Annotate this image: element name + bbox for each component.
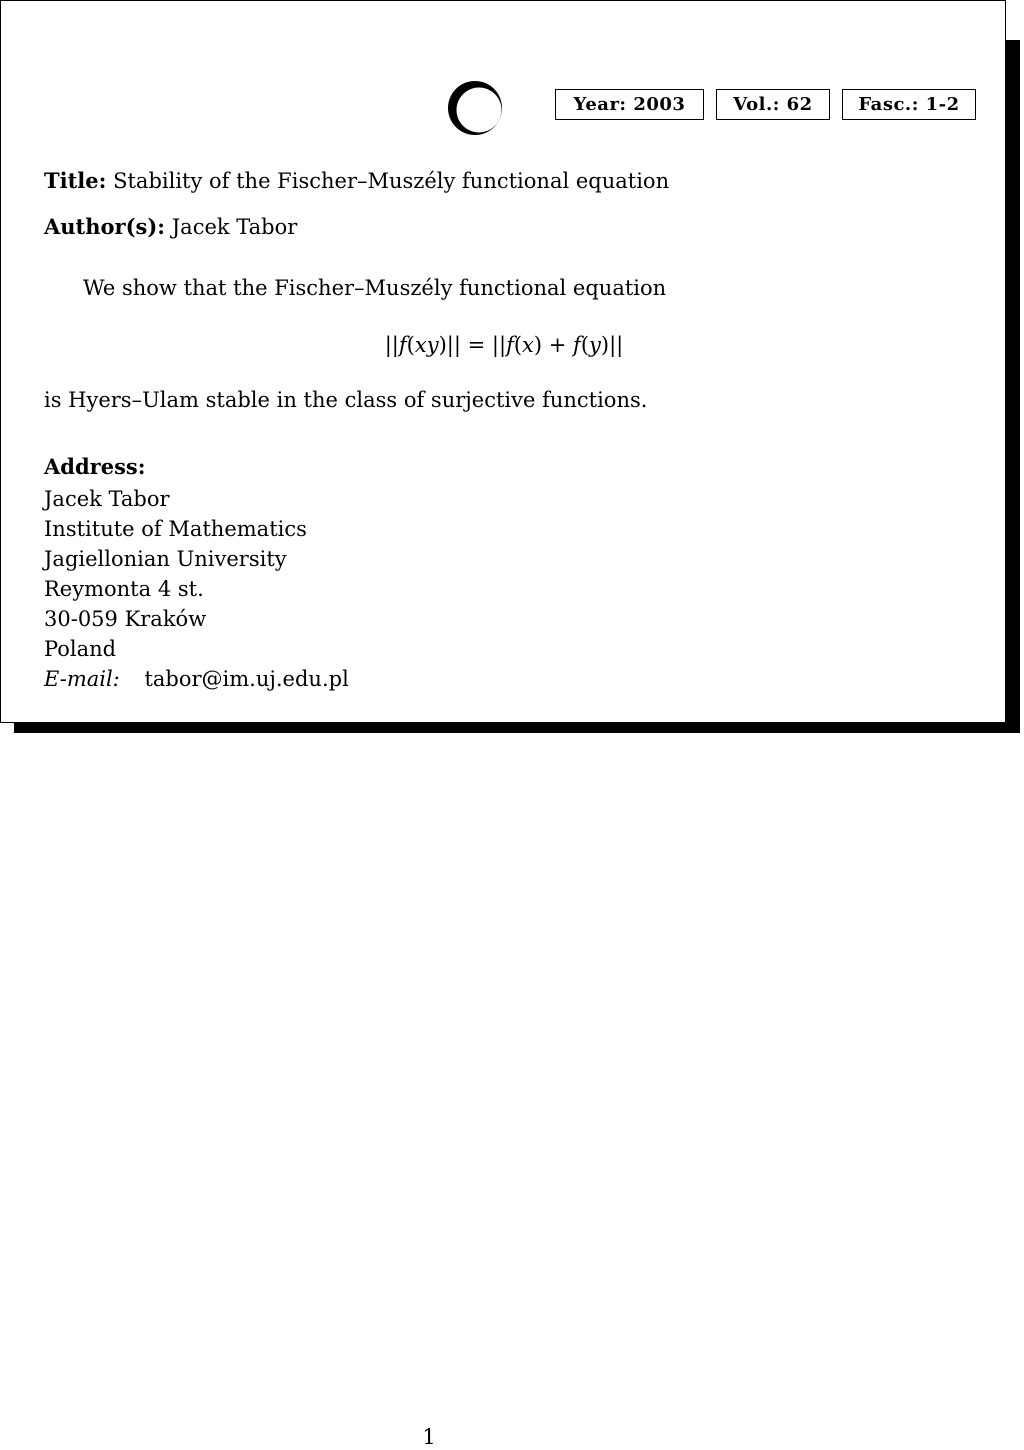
eq-f: f <box>398 333 407 357</box>
eq-var-y: y <box>589 333 601 357</box>
address-line-country: Poland <box>44 637 117 661</box>
eq-equals: = <box>460 333 492 357</box>
eq-paren: ( <box>513 333 523 357</box>
address-heading: Address: <box>44 454 146 479</box>
volume-box: Vol.: 62 <box>716 89 830 120</box>
eq-paren: ( <box>580 333 590 357</box>
address-line-street: Reymonta 4 st. <box>44 577 204 601</box>
eq-f: f <box>506 333 514 357</box>
eq-norm-bar: || <box>491 333 507 357</box>
eq-norm-bar: || <box>609 333 624 357</box>
address-line-city: 30-059 Kraków <box>44 607 207 631</box>
address-block <box>44 484 349 694</box>
paper-title: Stability of the Fischer–Muszély functional equation <box>113 169 670 193</box>
eq-norm-bar: || <box>384 333 399 357</box>
functional-equation <box>1 332 1007 358</box>
eq-paren: ) <box>600 333 610 357</box>
email-label: E-mail: <box>44 667 120 691</box>
year-box: Year: 2003 <box>555 89 704 120</box>
author-name: Jacek Tabor <box>171 215 298 239</box>
eq-paren: ) <box>533 333 543 357</box>
eq-paren: ) <box>438 333 447 357</box>
title-label: Title: <box>44 168 107 193</box>
address-line-university: Jagiellonian University <box>44 547 287 571</box>
eq-plus: + <box>542 333 574 357</box>
address-line-institute: Institute of Mathematics <box>44 517 307 541</box>
journal-logo-icon <box>446 79 504 137</box>
author-line <box>44 214 297 240</box>
eq-var-xy: xy <box>414 333 439 357</box>
email-line <box>44 664 349 694</box>
page-number: 1 <box>422 1425 436 1449</box>
paper-card <box>0 0 1006 723</box>
address-line-name: Jacek Tabor <box>44 487 170 511</box>
fascicle-box: Fasc.: 1-2 <box>842 89 976 120</box>
author-label: Author(s): <box>44 214 166 239</box>
title-line <box>44 168 669 194</box>
abstract-outro: is Hyers–Ulam stable in the class of surjective functions. <box>44 388 648 412</box>
abstract-intro: We show that the Fischer–Muszély functional equation <box>83 276 667 300</box>
eq-f: f <box>573 333 581 357</box>
eq-norm-bar: || <box>446 333 461 357</box>
eq-var-x: x <box>522 333 534 357</box>
email-address[interactable]: tabor@im.uj.edu.pl <box>144 667 349 691</box>
eq-paren: ( <box>406 333 415 357</box>
